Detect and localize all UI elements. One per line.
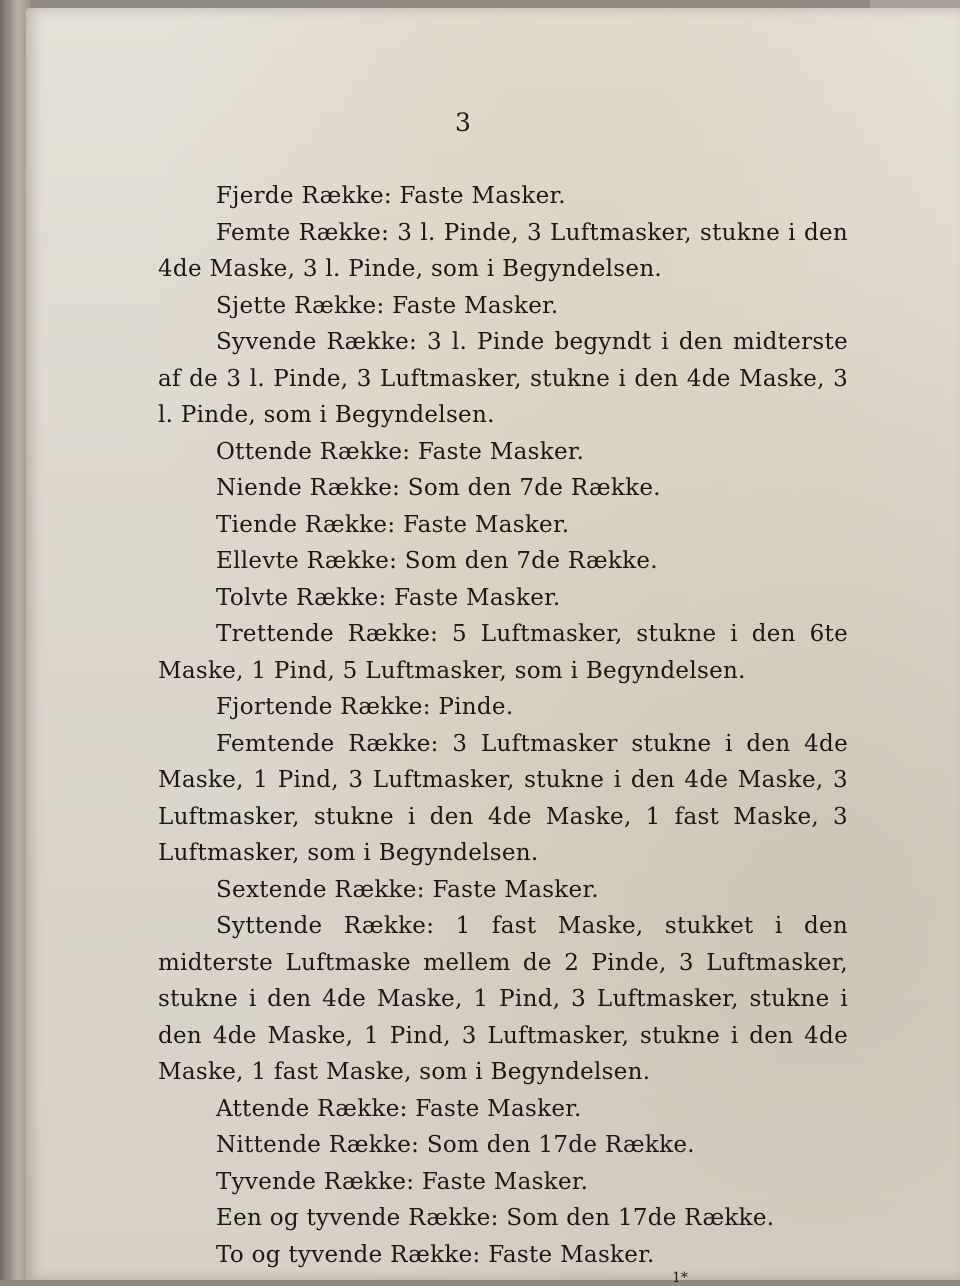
page-number: 3 xyxy=(455,108,471,137)
paragraph-row-15: Femtende Række: 3 Luftmasker stukne i den 4de Maske, 1 Pind, 3 Luftmasker, stukne i den 4de Maske, 3 Luftmasker, stukne i den 4de Maske, 1 fast Maske, 3 Luftmasker, som i Begyndelsen. xyxy=(158,730,848,866)
paragraph-row-14: Fjortende Række: Pinde. xyxy=(216,694,514,720)
paragraph-row-6: Sjette Række: Faste Masker. xyxy=(216,292,559,319)
paragraph-row-19: Nittende Række: Som den 17de Række. xyxy=(216,1132,695,1158)
signature-mark: 1* xyxy=(672,1270,688,1286)
paragraph-row-5: Femte Række: 3 l. Pinde, 3 Luftmasker, stukne i den 4de Maske, 3 l. Pinde, som i Begyndelsen. xyxy=(158,219,848,282)
page-body xyxy=(158,178,848,1273)
paragraph-row-12: Tolvte Række: Faste Masker. xyxy=(216,584,561,611)
paragraph-row-13: Trettende Række: 5 Luftmasker, stukne i den 6te Maske, 1 Pind, 5 Luftmasker, som i Begyndelsen. xyxy=(158,621,848,684)
paragraph-row-22: To og tyvende Række: Faste Masker. xyxy=(216,1241,655,1268)
paragraph-row-18: Attende Række: Faste Masker. xyxy=(216,1095,582,1122)
paragraph-row-10: Tiende Række: Faste Masker. xyxy=(216,511,570,538)
paragraph-row-21: Een og tyvende Række: Som den 17de Række. xyxy=(216,1205,775,1231)
paragraph-row-11: Ellevte Række: Som den 7de Række. xyxy=(216,548,658,574)
paragraph-row-7: Syvende Række: 3 l. Pinde begyndt i den midterste af de 3 l. Pinde, 3 Luftmasker, stukne i den 4de Maske, 3 l. Pinde, som i Begyndelsen. xyxy=(158,329,848,428)
paragraph-row-9: Niende Række: Som den 7de Række. xyxy=(216,475,661,501)
paragraph-row-20: Tyvende Række: Faste Masker. xyxy=(216,1168,589,1195)
book-page xyxy=(26,8,960,1286)
paragraph-row-16: Sextende Række: Faste Masker. xyxy=(216,876,599,903)
paragraph-row-17: Syttende Række: 1 fast Maske, stukket i den midterste Luftmaske mellem de 2 Pinde, 3 Luftmasker, stukne i den 4de Maske, 1 Pind, 3 Luftmasker, stukne i den 4de Maske, 1 Pind, 3 Luftmasker, stukne i den 4de Maske, 1 fast Maske, som i Begyndelsen. xyxy=(158,913,848,1085)
paragraph-row-8: Ottende Række: Faste Masker. xyxy=(216,438,585,465)
paragraph-row-4: Fjerde Række: Faste Masker. xyxy=(216,183,566,209)
